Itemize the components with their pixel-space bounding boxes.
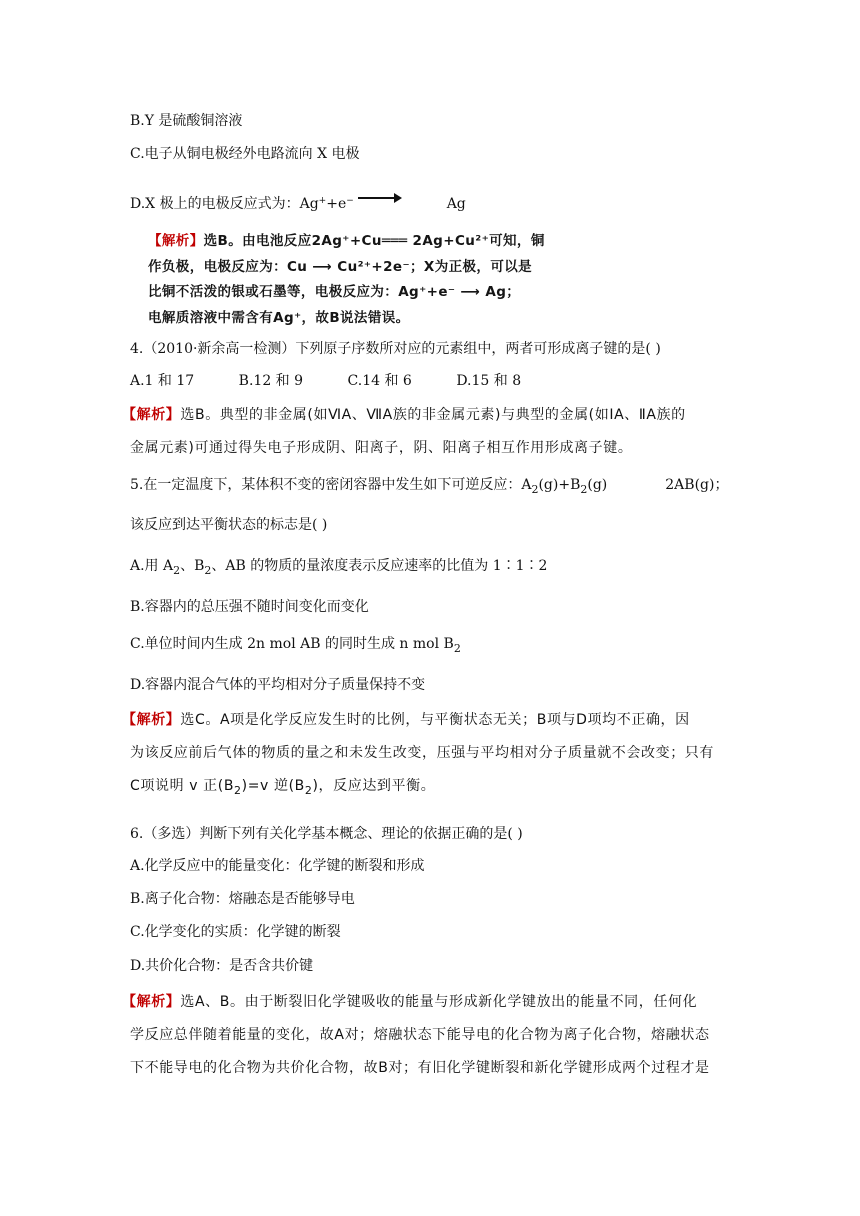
q5-stem: 5.在一定温度下，某体积不变的密闭容器中发生如下可逆反应：$A_2(g)+B_2(g)$ 2AB(g)；: [130, 477, 729, 496]
q5-analysis-line2: 为该反应前后气体的物质的量之和未发生改变，压强与平均相对分子质量就不会改变；只有: [130, 745, 714, 761]
q3-analysis-line3: 比铜不活泼的银或石墨等，电极反应为：Ag⁺+e⁻ ⟶ Ag；: [148, 284, 521, 300]
q5-option-a: A.用 $A_2$、$B_2$、AB 的物质的量浓度表示反应速率的比值为 1∶1∶2: [130, 558, 548, 577]
q6-analysis-line2: 学反应总伴随着能量的变化，故A对；熔融状态下能导电的化合物为离子化合物，熔融状态: [130, 1027, 710, 1043]
q4-analysis-line2: 金属元素)可通过得失电子形成阴、阳离子，阴、阳离子相互作用形成离子键。: [130, 440, 633, 456]
q3-analysis-line1: 【解析】选B。由电池反应2Ag⁺+Cu═══ 2Ag+Cu²⁺可知，铜: [148, 233, 545, 249]
q5-option-d: D.容器内混合气体的平均相对分子质量保持不变: [130, 677, 426, 693]
q3-option-b: B.Y 是硫酸铜溶液: [130, 113, 243, 129]
q4-analysis-line1: 【解析】选B。典型的非金属(如ⅥA、ⅦA族的非金属元素)与典型的金属(如ⅠA、ⅡA族的: [122, 407, 686, 423]
q6-option-d: D.共价化合物：是否含共价键: [130, 958, 314, 974]
q6-analysis-line1: 【解析】选A、B。由于断裂旧化学键吸收的能量与形成新化学键放出的能量不同，任何化: [122, 994, 698, 1010]
q5-analysis-line3: C项说明 v 正$(B_2)=v$ 逆$(B_2)$，反应达到平衡。: [130, 778, 436, 797]
q6-stem: 6.（多选）判断下列有关化学基本概念、理论的依据正确的是( ): [130, 826, 523, 842]
q6-analysis-line3: 下不能导电的化合物为共价化合物，故B对；有旧化学键断裂和新化学键形成两个过程才是: [130, 1060, 710, 1076]
q3-option-d: D.X 极上的电极反应式为：Ag++e− Ag: [130, 191, 466, 214]
q3-analysis-line2: 作负极，电极反应为：Cu ⟶ Cu²⁺+2e⁻；X为正极，可以是: [148, 259, 533, 275]
reaction-arrow-icon: [358, 192, 402, 204]
q3-option-c: C.电子从铜电极经外电路流向 X 电极: [130, 146, 360, 162]
q6-option-b: B.离子化合物：熔融态是否能够导电: [130, 891, 355, 907]
q4-options: A.1 和 17 B.12 和 9 C.14 和 6 D.15 和 8: [130, 373, 522, 389]
q6-option-a: A.化学反应中的能量变化：化学键的断裂和形成: [130, 858, 425, 874]
q5-stem-line2: 该反应到达平衡状态的标志是( ): [130, 517, 328, 533]
q5-option-b: B.容器内的总压强不随时间变化而变化: [130, 599, 369, 615]
q3-analysis-line4: 电解质溶液中需含有Ag⁺，故B说法错误。: [148, 310, 410, 326]
q6-option-c: C.化学变化的实质：化学键的断裂: [130, 924, 341, 940]
q4-stem: 4.（2010·新余高一检测）下列原子序数所对应的元素组中，两者可形成离子键的是( ): [130, 341, 661, 357]
q5-analysis-line1: 【解析】选C。A项是化学反应发生时的比例，与平衡状态无关；B项与D项均不正确，因: [122, 712, 690, 728]
q5-option-c: C.单位时间内生成 2n mol AB 的同时生成 n mol $B_2$: [130, 636, 461, 655]
